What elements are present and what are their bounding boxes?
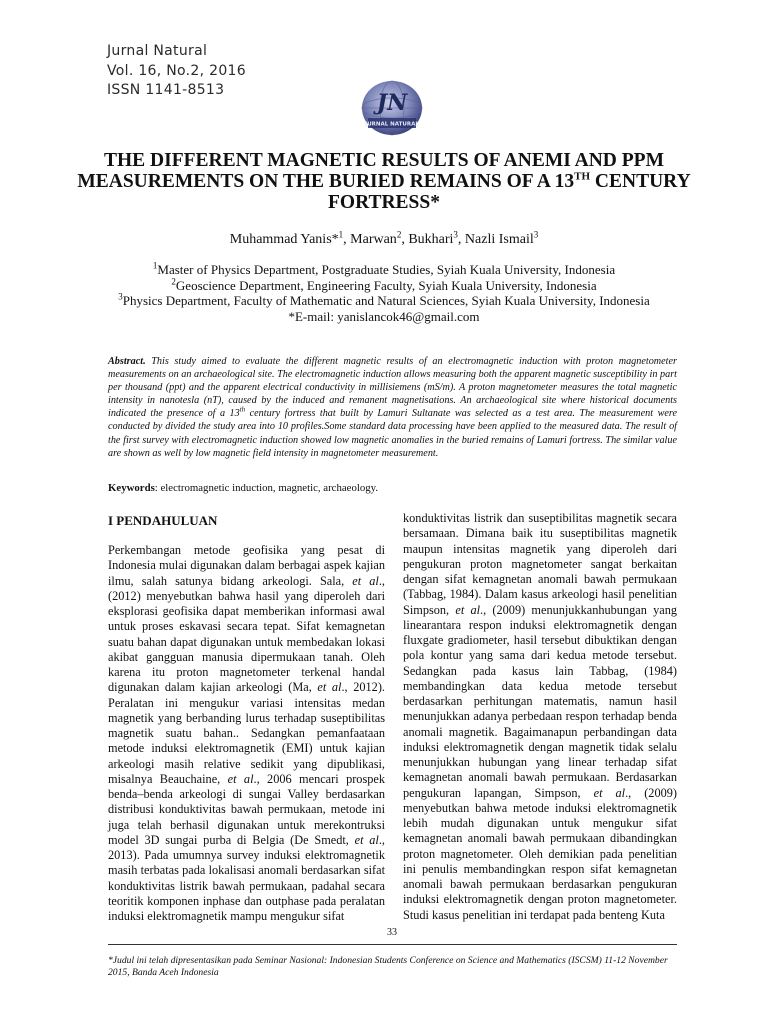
affiliation-line: $^2$Geoscience Department, Engineering Faculty, Syiah Kuala University, Indonesia — [171, 276, 597, 293]
affiliation-line: $^3$Physics Department, Faculty of Mathematic and Natural Sciences, Syiah Kuala University, Indonesia — [118, 291, 650, 309]
journal-name: Jurnal Natural — [107, 43, 208, 59]
journal-volume: Vol. 16, No.2, 2016 — [107, 62, 246, 79]
journal-header — [107, 42, 246, 101]
journal-issn: ISSN 1141-8513 — [107, 82, 225, 98]
author-name: Marwan — [350, 232, 397, 247]
page-number: 33 — [387, 927, 397, 938]
author-affiliation-mark: 2 — [396, 229, 402, 240]
footnote-divider — [108, 944, 677, 945]
author-list: Muhammad Yanis*$^1$, Marwan$^2$, Bukhari$^3$, Nazli Ismail$^3$ — [229, 229, 539, 247]
journal-logo — [356, 78, 428, 142]
author-name: Muhammad Yanis* — [229, 232, 339, 247]
body-column-right: konduktivitas listrik dan suseptibilitas magnetik secara bersamaan. Dimana baik itu suseptibilitas magnetik maupun intensitas magnetik yang diperoleh dari pengukuran proton magnetometer sangat berkaitan dengan sifat kemagnetan anomali bawah permukaan (Tabbag, 1984). Dalam kasus arkeologi hasil penelitian Simpson, et al., (2009) menunjukkanhubungan yang linearantara respon induksi elektromagnetik dengan fluxgate gradiometer, hasil tersebut dibuktikan dengan pola kontur yang sama dari kedua metode tersebut. Sedangkan pada kasus lain Tabbag, (1984) membandingkan data kedua metode tersebut berdasarkan perhitungan matematis, namun hasil menunjukkan adanya perbedaan respon terhadap benda anomali magnetik. Bagaimanapun perbandingan data induksi elektromagnetik dengan magnetik tidak selalu menunjukkan hubungan yang linear terhadap sifat kemagnetan anomali bawah permukaan. Berdasarkan pengukuran lapangan, Simpson, et al., (2009) menyebutkan bahwa metode induksi elektromagnetik lebih mudah digunakan untuk mengukur sifat kemagnetan anomali bawah permukaan dibandingkan proton magnetometer. Oleh demikian pada penelitian ini penulis membandingkan respon sifat kemagnetan anomali bawah permukaan berdasarkan pengukuran induksi elektromagnetik dengan proton magnetometer. Studi kasus penelitian ini terdapat pada benteng Kuta — [403, 511, 677, 922]
footnote: *Judul ini telah dipresentasikan pada Seminar Nasional: Indonesian Students Conference on Science and Mathematics (ISCSM) 11-12 November 2015, Banda Aceh Indonesia — [108, 955, 668, 979]
author-affiliation-mark: 1 — [338, 229, 344, 240]
author-affiliation-mark: 3 — [533, 229, 539, 240]
affiliation-line: $^1$Master of Physics Department, Postgraduate Studies, Syiah Kuala University, Indonesia — [152, 260, 616, 277]
abstract: Abstract. This study aimed to evaluate the different magnetic results of an electromagnetic induction with proton magnetometer measurements on an archaeological site. The electromagnetic induction allows measuring both the apparent magnetic susceptibility in part per thousand (ppt) and the apparent electrical conductivity in millisiemens (mS/m). A proton magnetometer measures the total magnetic intensity in nanotesla (nT), caused by the induced and remanent magnetisations. An archaeological site where historical documents indicated the presence of a 13th century fortress that built by Lamuri Sultanate was selected as a test area. The measurement were conducted by divided the study area into 10 profiles.Some standard data processing have been applied to the measured data. The result of the first survey with electromagnetic induction showed low magnetic anomalies in the buried remains of Lamuri fortress. The similar value are shown as well by low magnetic field intensity in magnetometer measurement. — [108, 356, 677, 459]
author-name: Nazli Ismail — [464, 232, 534, 247]
logo-text: JURNAL NATURAL — [365, 121, 419, 128]
author-name: Bukhari — [408, 232, 454, 247]
author-affiliation-mark: 3 — [453, 229, 458, 240]
keywords: Keywords: electromagnetic induction, magnetic, archaeology. — [108, 482, 379, 494]
affiliations — [100, 262, 668, 324]
paper-title: THE DIFFERENT MAGNETIC RESULTS OF ANEMI AND PPM MEASUREMENTS ON THE BURIED REMAINS OF A 13TH CENTURY FORTRESS* — [77, 150, 691, 213]
body-column-left: Perkembangan metode geofisika yang pesat di Indonesia mulai digunakan dalam berbagai aspek kajian ilmu, salah satunya bidang arkeologi. Sala, et al., (2012) menyebutkan bahwa hasil yang diperoleh dari eksplorasi geofisika dapat memberikan informasi awal untuk proses eskavasi secara tepat. Sifat kemagnetan suatu bahan dapat digunakan untuk membedakan lokasi akibat gangguan manusia dipermukaan tanah. Oleh karena itu proton magnetometer terkenal handal digunakan dalam kajian arkeologi (Ma, et al., 2012). Peralatan ini mengukur variasi intensitas medan magnetik yang berbanding lurus terhadap suseptibilitas magnetik suatu bahan.. Sedangkan pemanfaataan metode induksi elektromagnetik (EMI) untuk kajian arkeologi masih relative sedikit yang dipublikasi, misalnya Beauchaine, et al., 2006 mencari prospek benda–benda arkeologi di sungai Valley berdasarkan distribusi konduktivitas bawah permukaan, metode ini juga telah berhasil digunakan untuk merekontruksi model 3D sungai purba di Belgia (De Smedt, et al., 2013). Pada umumnya survey induksi elektromagnetik masih terbatas pada lokalisasi anomali berdasarkan sifat konduktivitas listrik bawah permukaan, padahal secara teoritik komponen inphase dan outphase pada peralatan induksi elektromagnetik mampu mengukur sifat — [108, 543, 386, 923]
section-heading: I PENDAHULUAN — [108, 513, 218, 528]
corresponding-email: *E-mail: yanislancok46@gmail.com — [288, 308, 480, 324]
logo-monogram: JN — [376, 90, 408, 116]
